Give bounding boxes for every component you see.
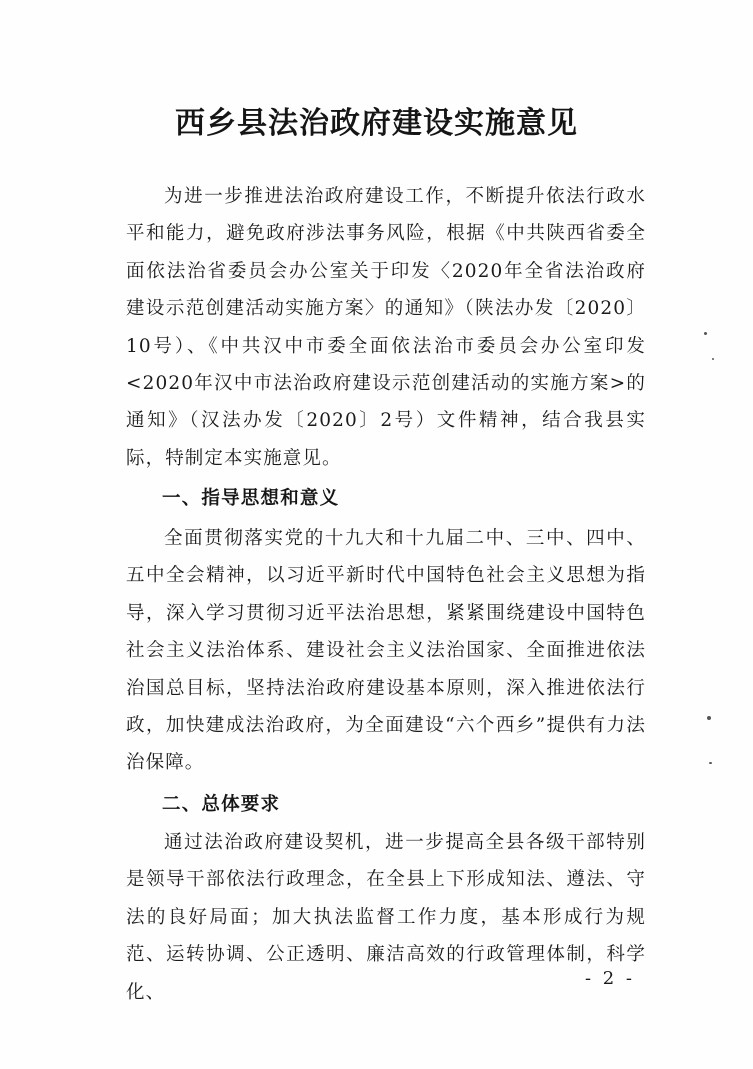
scan-speck <box>704 332 707 335</box>
section-heading-overall-requirements: 二、总体要求 <box>162 794 281 815</box>
scan-speck <box>707 716 711 720</box>
section-heading-guiding-ideology: 一、指导思想和意义 <box>162 488 340 509</box>
document-title: 西乡县法治政府建设实施意见 <box>175 106 578 141</box>
section-paragraph-overall-requirements: 通过法治政府建设契机，进一步提高全县各级干部特别是领导干部依法行政理念，在全县上下形成知法、遵法、守法的良好局面；加大执法监督工作力度，基本形成行为规范、运转协调、公正透明、廉洁高效的行政管理体制，科学化、 <box>126 832 646 1003</box>
intro-paragraph: 为进一步推进法治政府建设工作，不断提升依法行政水平和能力，避免政府涉法事务风险，根据《中共陕西省委全面依法治省委员会办公室关于印发〈2020年全省法治政府建设示范创建活动实施方案〉的通知》（陕法办发〔2020〕10号）、《中共汉中市委全面依法治市委员会办公室印发<2020年汉中市法治政府建设示范创建活动的实施方案>的通知》（汉法办发〔2020〕2号）文件精神，结合我县实际，特制定本实施意见。 <box>126 186 646 469</box>
scan-speck <box>712 358 714 360</box>
page-number: - 2 - <box>584 968 635 989</box>
section-paragraph-guiding-ideology: 全面贯彻落实党的十九大和十九届二中、三中、四中、五中全会精神，以习近平新时代中国特色社会主义思想为指导，深入学习贯彻习近平法治思想，紧紧围绕建设中国特色社会主义法治体系、建设社会主义法治国家、全面推进依法治国总目标，坚持法治政府建设基本原则，深入推进依法行政，加快建成法治政府，为全面建设“六个西乡”提供有力法治保障。 <box>126 528 646 774</box>
scan-speck <box>709 762 712 764</box>
